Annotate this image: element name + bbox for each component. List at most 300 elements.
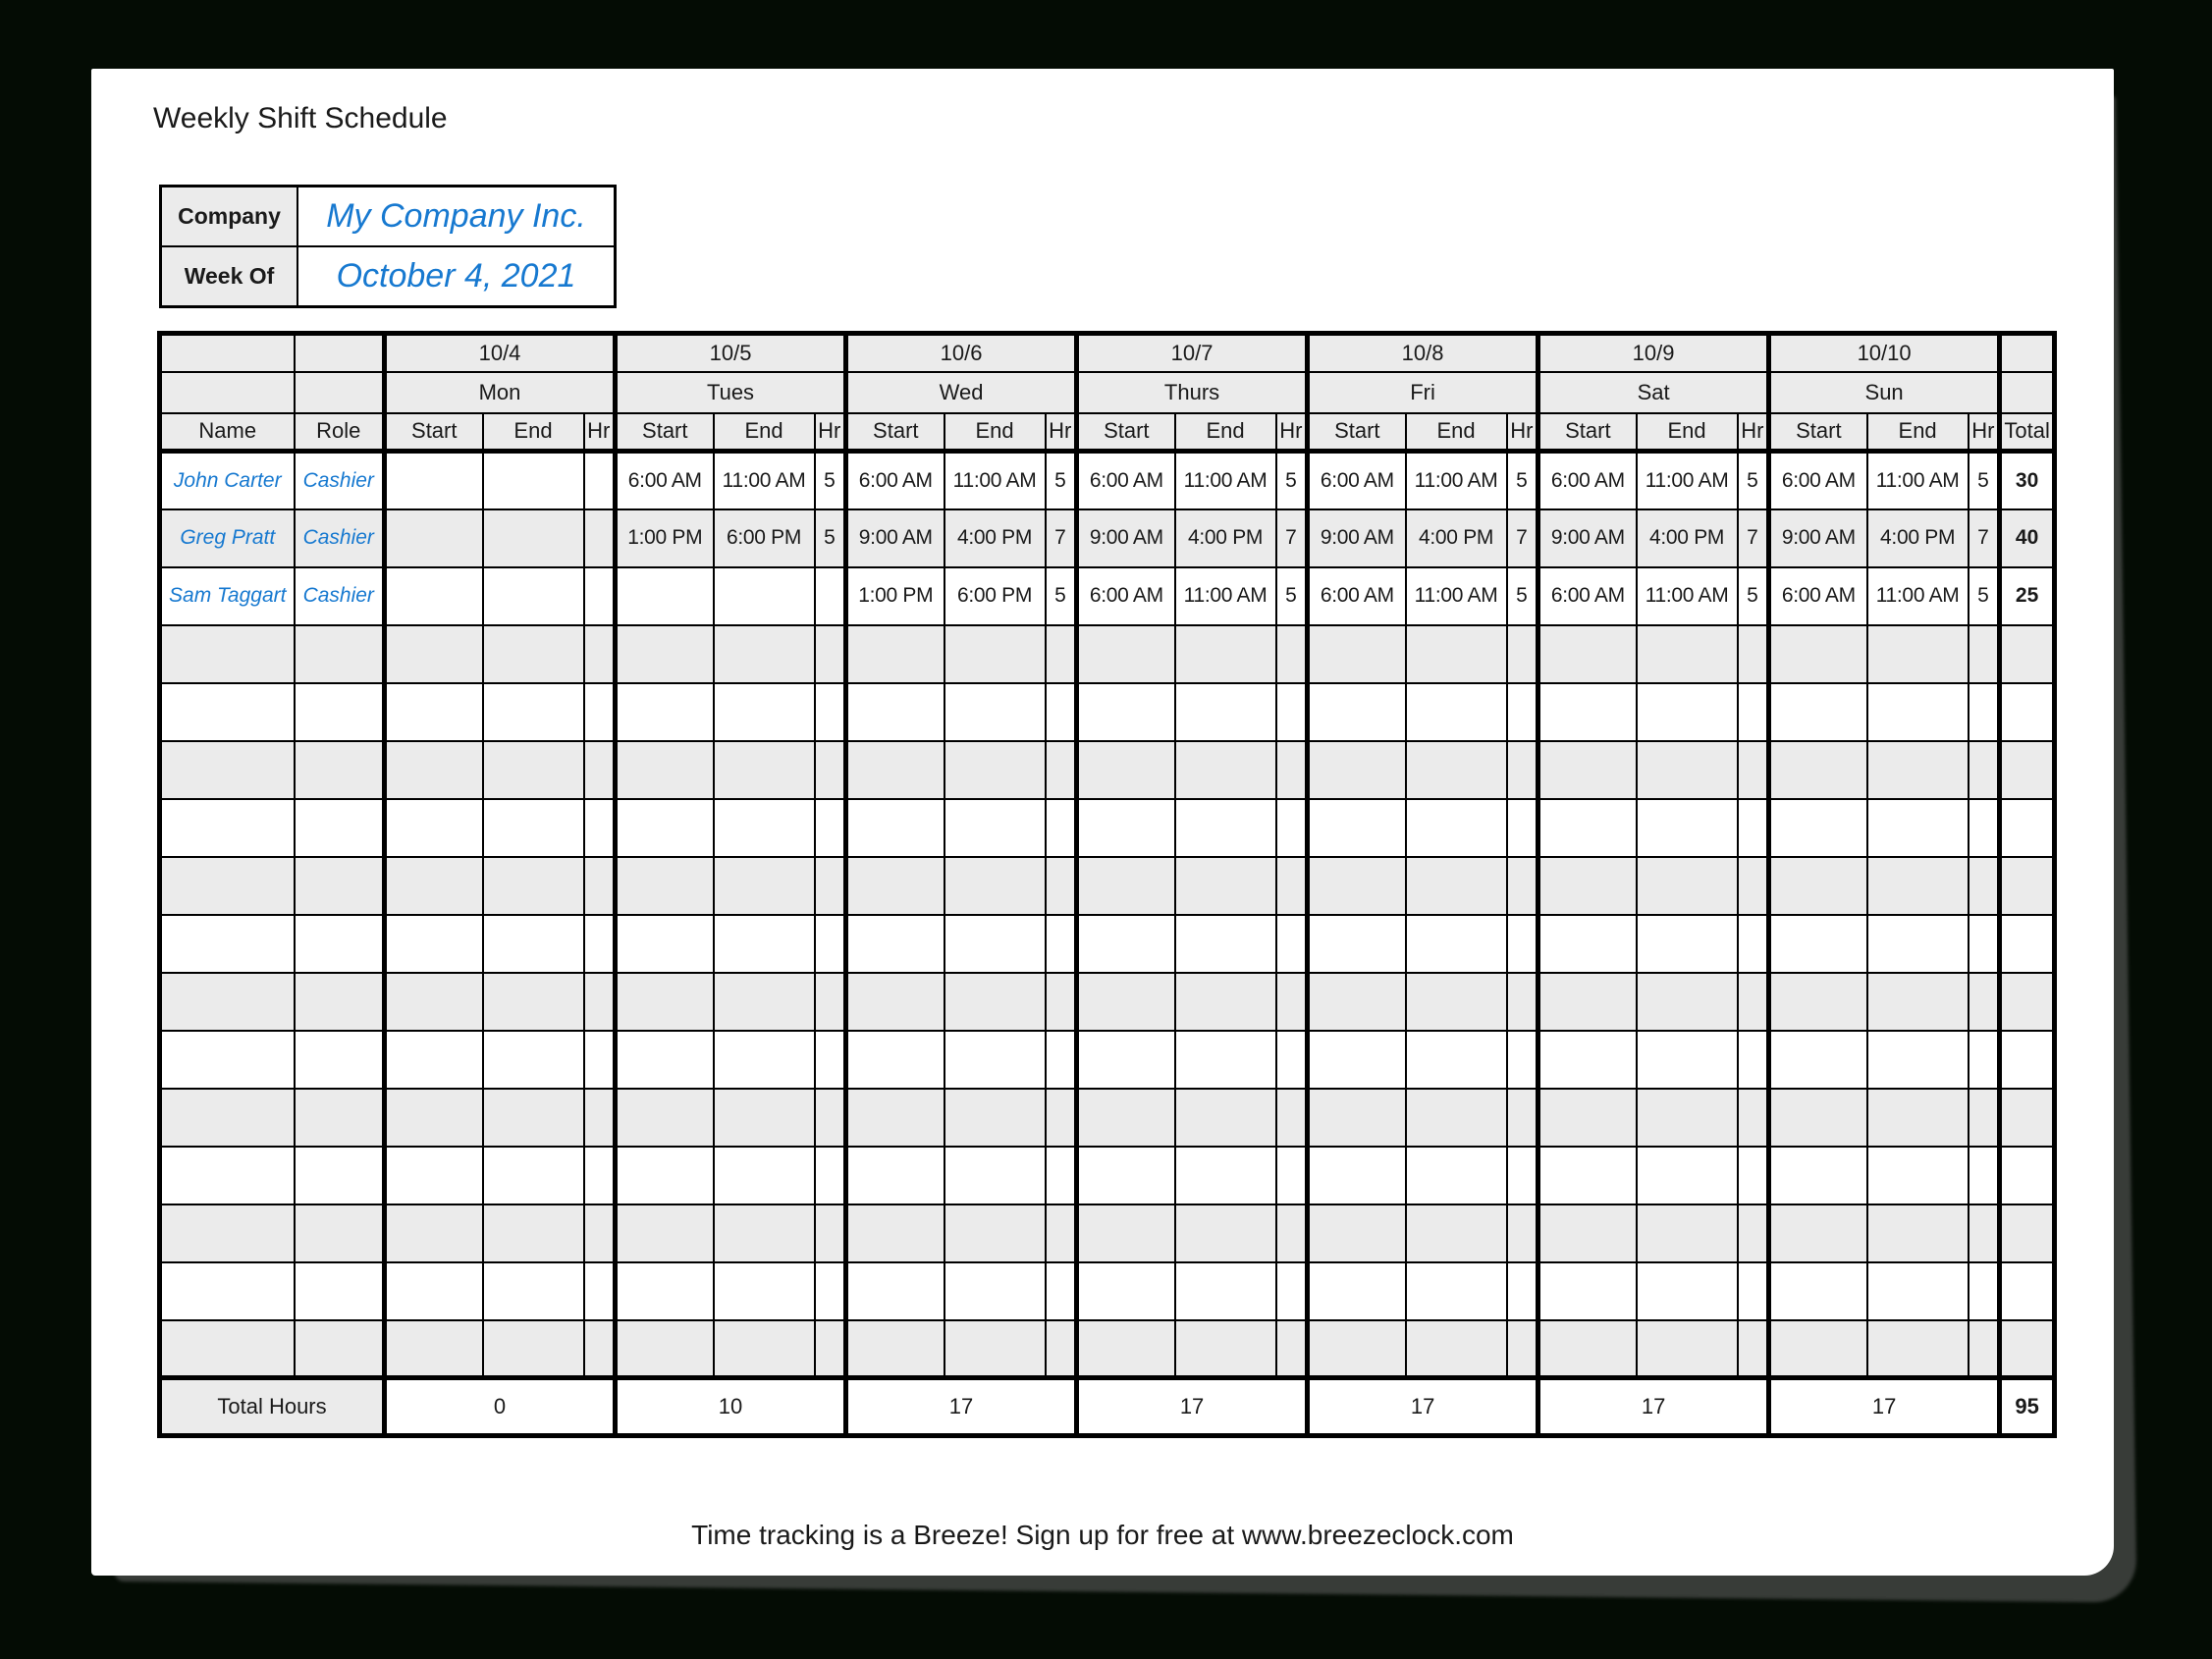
shift-start-cell xyxy=(616,1262,714,1320)
shift-end-cell xyxy=(483,683,584,741)
shift-hr-cell xyxy=(1046,683,1077,741)
shift-hr-cell xyxy=(1046,1262,1077,1320)
shift-start-cell xyxy=(1538,1089,1637,1147)
shift-start-cell xyxy=(1308,973,1406,1031)
shift-start-cell xyxy=(1308,1320,1406,1378)
shift-end-cell xyxy=(483,857,584,915)
shift-end-cell xyxy=(1175,1204,1276,1262)
table-row xyxy=(160,683,2055,741)
shift-start-cell xyxy=(1769,1089,1867,1147)
col-header-hr: Hr xyxy=(1046,413,1077,452)
shift-end-cell xyxy=(483,915,584,973)
company-value: My Company Inc. xyxy=(326,197,586,235)
shift-hr-cell xyxy=(815,857,846,915)
shift-end-cell xyxy=(944,973,1046,1031)
shift-start-cell xyxy=(385,973,483,1031)
shift-hr-cell: 5 xyxy=(1738,567,1769,625)
shift-hr-cell: 5 xyxy=(1507,567,1538,625)
shift-hr-cell xyxy=(1738,625,1769,683)
shift-end-cell xyxy=(944,1262,1046,1320)
shift-start-cell xyxy=(1769,1320,1867,1378)
shift-end-cell xyxy=(1637,799,1738,857)
shift-end-cell xyxy=(944,625,1046,683)
shift-hr-cell xyxy=(1507,1147,1538,1204)
employee-name-cell xyxy=(160,683,295,741)
shift-hr-cell xyxy=(815,1147,846,1204)
shift-start-cell: 6:00 AM xyxy=(1077,567,1175,625)
total-hours-label: Total Hours xyxy=(160,1378,385,1436)
shift-end-cell xyxy=(483,625,584,683)
shift-hr-cell xyxy=(1276,973,1308,1031)
shift-hr-cell: 5 xyxy=(815,509,846,567)
employee-name-cell xyxy=(160,915,295,973)
week-of-label: Week Of xyxy=(162,247,298,305)
corner-cell xyxy=(295,334,385,372)
shift-end-cell xyxy=(1406,1031,1507,1089)
col-header-start: Start xyxy=(1308,413,1406,452)
shift-end-cell: 6:00 PM xyxy=(714,509,815,567)
day-cell: Thurs xyxy=(1077,372,1308,413)
row-total-cell xyxy=(2000,857,2055,915)
shift-hr-cell xyxy=(815,1089,846,1147)
shift-start-cell xyxy=(1077,1320,1175,1378)
shift-end-cell xyxy=(1867,625,1969,683)
shift-start-cell xyxy=(1077,1204,1175,1262)
col-header-start: Start xyxy=(1538,413,1637,452)
shift-end-cell xyxy=(1406,1204,1507,1262)
date-cell: 10/8 xyxy=(1308,334,1538,372)
row-total-cell xyxy=(2000,1320,2055,1378)
shift-start-cell xyxy=(1538,915,1637,973)
shift-hr-cell xyxy=(1507,741,1538,799)
shift-end-cell: 11:00 AM xyxy=(1406,567,1507,625)
shift-end-cell xyxy=(1406,1320,1507,1378)
col-header-end: End xyxy=(714,413,815,452)
shift-hr-cell: 7 xyxy=(1738,509,1769,567)
shift-end-cell: 11:00 AM xyxy=(714,452,815,509)
shift-end-cell: 6:00 PM xyxy=(944,567,1046,625)
shift-hr-cell xyxy=(1969,625,2000,683)
shift-hr-cell xyxy=(815,915,846,973)
total-col-spacer xyxy=(2000,372,2055,413)
shift-start-cell xyxy=(616,683,714,741)
shift-end-cell xyxy=(1175,741,1276,799)
table-row xyxy=(160,1204,2055,1262)
table-row xyxy=(160,973,2055,1031)
shift-end-cell xyxy=(1637,1089,1738,1147)
shift-start-cell xyxy=(846,857,944,915)
shift-hr-cell xyxy=(1507,857,1538,915)
shift-end-cell xyxy=(1406,1262,1507,1320)
employee-role-cell xyxy=(295,1262,385,1320)
col-header-start: Start xyxy=(1077,413,1175,452)
shift-start-cell xyxy=(1077,1147,1175,1204)
shift-hr-cell xyxy=(1969,741,2000,799)
shift-start-cell xyxy=(846,1320,944,1378)
shift-end-cell xyxy=(1867,1031,1969,1089)
table-row xyxy=(160,1031,2055,1089)
shift-hr-cell xyxy=(1046,1031,1077,1089)
col-header-end: End xyxy=(1406,413,1507,452)
shift-hr-cell xyxy=(1046,1089,1077,1147)
shift-start-cell xyxy=(616,973,714,1031)
col-header-hr: Hr xyxy=(1507,413,1538,452)
shift-end-cell xyxy=(1175,1320,1276,1378)
shift-start-cell xyxy=(616,567,714,625)
shift-end-cell: 11:00 AM xyxy=(1637,567,1738,625)
shift-start-cell xyxy=(1769,973,1867,1031)
schedule-table xyxy=(157,331,2057,1438)
shift-hr-cell: 5 xyxy=(1507,452,1538,509)
shift-end-cell xyxy=(483,509,584,567)
shift-end-cell xyxy=(483,1320,584,1378)
shift-hr-cell: 5 xyxy=(1046,452,1077,509)
shift-start-cell xyxy=(385,1204,483,1262)
shift-end-cell xyxy=(714,683,815,741)
schedule-body xyxy=(160,334,2055,1436)
row-total-cell xyxy=(2000,1204,2055,1262)
shift-hr-cell xyxy=(1507,973,1538,1031)
shift-hr-cell xyxy=(815,567,846,625)
employee-name-cell xyxy=(160,1089,295,1147)
shift-start-cell xyxy=(846,683,944,741)
shift-hr-cell: 7 xyxy=(1969,509,2000,567)
col-header-name: Name xyxy=(160,413,295,452)
day-total-cell: 17 xyxy=(1769,1378,2000,1436)
shift-end-cell xyxy=(1406,857,1507,915)
shift-start-cell xyxy=(385,857,483,915)
shift-end-cell xyxy=(714,1262,815,1320)
shift-hr-cell xyxy=(1046,1147,1077,1204)
shift-start-cell: 6:00 AM xyxy=(1308,567,1406,625)
shift-end-cell xyxy=(1637,973,1738,1031)
shift-start-cell xyxy=(1769,1031,1867,1089)
shift-hr-cell xyxy=(1046,799,1077,857)
shift-hr-cell: 5 xyxy=(1969,567,2000,625)
shift-end-cell xyxy=(483,452,584,509)
shift-hr-cell: 5 xyxy=(1738,452,1769,509)
day-cell: Sat xyxy=(1538,372,1769,413)
row-total-cell xyxy=(2000,1262,2055,1320)
shift-start-cell xyxy=(385,509,483,567)
col-header-start: Start xyxy=(846,413,944,452)
shift-start-cell xyxy=(1538,1204,1637,1262)
shift-end-cell xyxy=(1406,683,1507,741)
shift-hr-cell: 5 xyxy=(1276,452,1308,509)
shift-hr-cell xyxy=(1738,799,1769,857)
shift-hr-cell xyxy=(1507,1031,1538,1089)
shift-hr-cell xyxy=(1969,1089,2000,1147)
shift-start-cell xyxy=(1308,625,1406,683)
shift-start-cell xyxy=(1077,973,1175,1031)
date-cell: 10/10 xyxy=(1769,334,2000,372)
shift-end-cell xyxy=(1867,741,1969,799)
shift-hr-cell xyxy=(815,625,846,683)
shift-start-cell xyxy=(846,1031,944,1089)
day-cell: Mon xyxy=(385,372,616,413)
col-header-hr: Hr xyxy=(1738,413,1769,452)
shift-start-cell xyxy=(1769,741,1867,799)
shift-hr-cell: 7 xyxy=(1276,509,1308,567)
shift-end-cell xyxy=(1406,799,1507,857)
shift-start-cell xyxy=(1538,1320,1637,1378)
employee-name-cell xyxy=(160,1262,295,1320)
shift-start-cell: 6:00 AM xyxy=(1538,567,1637,625)
shift-start-cell: 6:00 AM xyxy=(1077,452,1175,509)
row-total-cell xyxy=(2000,625,2055,683)
shift-start-cell xyxy=(1538,799,1637,857)
shift-hr-cell xyxy=(1969,857,2000,915)
shift-hr-cell xyxy=(584,1031,616,1089)
shift-start-cell xyxy=(1769,1262,1867,1320)
corner-cell xyxy=(160,372,295,413)
shift-start-cell xyxy=(846,1089,944,1147)
shift-end-cell xyxy=(714,915,815,973)
shift-end-cell xyxy=(714,1089,815,1147)
shift-end-cell xyxy=(714,1320,815,1378)
shift-start-cell xyxy=(1077,1262,1175,1320)
shift-hr-cell xyxy=(584,683,616,741)
shift-hr-cell xyxy=(1046,915,1077,973)
col-header-end: End xyxy=(1867,413,1969,452)
shift-end-cell xyxy=(1637,1147,1738,1204)
table-row xyxy=(160,857,2055,915)
shift-hr-cell xyxy=(1507,1204,1538,1262)
shift-hr-cell xyxy=(1507,915,1538,973)
shift-start-cell xyxy=(385,915,483,973)
shift-hr-cell xyxy=(1276,683,1308,741)
date-cell: 10/6 xyxy=(846,334,1077,372)
shift-start-cell: 6:00 AM xyxy=(1769,567,1867,625)
shift-end-cell xyxy=(944,741,1046,799)
shift-start-cell: 6:00 AM xyxy=(616,452,714,509)
week-of-value: October 4, 2021 xyxy=(336,257,576,294)
shift-hr-cell xyxy=(1276,857,1308,915)
shift-hr-cell xyxy=(1507,625,1538,683)
col-header-total: Total xyxy=(2000,413,2055,452)
shift-end-cell xyxy=(483,741,584,799)
shift-start-cell xyxy=(1308,1204,1406,1262)
shift-start-cell xyxy=(1077,1089,1175,1147)
shift-end-cell xyxy=(714,973,815,1031)
shift-hr-cell xyxy=(1507,1089,1538,1147)
shift-start-cell xyxy=(1769,683,1867,741)
employee-name-cell xyxy=(160,1204,295,1262)
shift-hr-cell xyxy=(1276,741,1308,799)
shift-start-cell xyxy=(846,1204,944,1262)
shift-hr-cell xyxy=(1969,1262,2000,1320)
employee-role-cell: Cashier xyxy=(295,509,385,567)
shift-end-cell xyxy=(1637,1320,1738,1378)
col-header-end: End xyxy=(483,413,584,452)
shift-end-cell xyxy=(1406,1089,1507,1147)
page-title: Weekly Shift Schedule xyxy=(153,102,448,134)
shift-end-cell xyxy=(483,799,584,857)
shift-start-cell: 9:00 AM xyxy=(1077,509,1175,567)
shift-start-cell xyxy=(1308,1089,1406,1147)
col-header-hr: Hr xyxy=(1276,413,1308,452)
info-block xyxy=(159,185,617,308)
row-total-cell xyxy=(2000,915,2055,973)
table-row xyxy=(160,1262,2055,1320)
day-total-cell: 17 xyxy=(1077,1378,1308,1436)
shift-end-cell: 4:00 PM xyxy=(1867,509,1969,567)
shift-end-cell xyxy=(483,1262,584,1320)
shift-hr-cell xyxy=(1969,973,2000,1031)
shift-end-cell xyxy=(1637,1262,1738,1320)
day-total-cell: 10 xyxy=(616,1378,846,1436)
corner-cell xyxy=(295,372,385,413)
shift-end-cell xyxy=(944,1147,1046,1204)
shift-start-cell xyxy=(385,452,483,509)
shift-hr-cell xyxy=(1276,1089,1308,1147)
shift-start-cell xyxy=(616,625,714,683)
shift-end-cell xyxy=(944,1204,1046,1262)
shift-hr-cell xyxy=(815,799,846,857)
day-total-cell: 17 xyxy=(1308,1378,1538,1436)
shift-end-cell xyxy=(1175,857,1276,915)
shift-end-cell xyxy=(944,683,1046,741)
shift-hr-cell xyxy=(584,1147,616,1204)
date-cell: 10/7 xyxy=(1077,334,1308,372)
shift-start-cell xyxy=(1769,1204,1867,1262)
shift-start-cell xyxy=(616,857,714,915)
week-of-row xyxy=(162,245,614,305)
shift-start-cell xyxy=(385,625,483,683)
shift-hr-cell xyxy=(1046,973,1077,1031)
shift-end-cell xyxy=(714,567,815,625)
shift-start-cell xyxy=(616,1320,714,1378)
shift-start-cell xyxy=(385,1031,483,1089)
row-total-cell xyxy=(2000,1147,2055,1204)
shift-end-cell xyxy=(714,625,815,683)
shift-end-cell xyxy=(483,567,584,625)
shift-start-cell xyxy=(1769,625,1867,683)
shift-end-cell xyxy=(483,1031,584,1089)
shift-hr-cell xyxy=(584,799,616,857)
table-row xyxy=(160,799,2055,857)
row-total-cell: 40 xyxy=(2000,509,2055,567)
shift-hr-cell xyxy=(1969,915,2000,973)
row-total-cell xyxy=(2000,799,2055,857)
shift-hr-cell xyxy=(584,1262,616,1320)
shift-end-cell xyxy=(1406,1147,1507,1204)
shift-end-cell xyxy=(714,1147,815,1204)
shift-start-cell xyxy=(616,915,714,973)
shift-end-cell xyxy=(1406,741,1507,799)
day-cell: Sun xyxy=(1769,372,2000,413)
shift-end-cell xyxy=(714,1031,815,1089)
shift-hr-cell xyxy=(815,1031,846,1089)
shift-start-cell xyxy=(1769,1147,1867,1204)
shift-start-cell xyxy=(846,1147,944,1204)
shift-end-cell xyxy=(1406,625,1507,683)
employee-name-cell xyxy=(160,857,295,915)
shift-end-cell xyxy=(1867,683,1969,741)
page xyxy=(91,69,2114,1576)
shift-end-cell xyxy=(1867,857,1969,915)
shift-hr-cell xyxy=(1738,1262,1769,1320)
employee-role-cell xyxy=(295,1204,385,1262)
shift-hr-cell xyxy=(815,741,846,799)
shift-end-cell xyxy=(1175,683,1276,741)
shift-hr-cell xyxy=(1507,1320,1538,1378)
shift-start-cell xyxy=(385,683,483,741)
shift-hr-cell xyxy=(584,452,616,509)
shift-end-cell xyxy=(1175,915,1276,973)
shift-hr-cell xyxy=(1738,1089,1769,1147)
shift-hr-cell xyxy=(584,625,616,683)
shift-start-cell xyxy=(1769,857,1867,915)
shift-hr-cell xyxy=(1276,1320,1308,1378)
col-header-start: Start xyxy=(1769,413,1867,452)
day-cell: Wed xyxy=(846,372,1077,413)
shift-start-cell: 6:00 AM xyxy=(1769,452,1867,509)
shift-start-cell xyxy=(385,1147,483,1204)
date-cell: 10/4 xyxy=(385,334,616,372)
company-label: Company xyxy=(162,187,298,245)
shift-end-cell xyxy=(1637,1204,1738,1262)
employee-role-cell xyxy=(295,683,385,741)
shift-hr-cell xyxy=(1738,857,1769,915)
shift-hr-cell: 7 xyxy=(1046,509,1077,567)
shift-hr-cell xyxy=(584,509,616,567)
row-total-cell: 25 xyxy=(2000,567,2055,625)
shift-start-cell xyxy=(385,567,483,625)
row-total-cell xyxy=(2000,683,2055,741)
shift-end-cell xyxy=(1867,799,1969,857)
shift-start-cell xyxy=(846,1262,944,1320)
shift-end-cell: 4:00 PM xyxy=(1406,509,1507,567)
shift-hr-cell xyxy=(584,915,616,973)
shift-start-cell xyxy=(616,1147,714,1204)
shift-end-cell xyxy=(1406,915,1507,973)
employee-role-cell xyxy=(295,799,385,857)
shift-start-cell xyxy=(616,1204,714,1262)
shift-hr-cell xyxy=(1738,1147,1769,1204)
shift-end-cell xyxy=(1867,1204,1969,1262)
table-row xyxy=(160,567,2055,625)
shift-end-cell xyxy=(483,1089,584,1147)
shift-start-cell xyxy=(1308,683,1406,741)
shift-hr-cell xyxy=(1969,683,2000,741)
shift-start-cell xyxy=(1077,625,1175,683)
shift-end-cell xyxy=(944,857,1046,915)
shift-start-cell xyxy=(1769,799,1867,857)
shift-end-cell: 11:00 AM xyxy=(944,452,1046,509)
shift-start-cell xyxy=(1308,915,1406,973)
day-cell: Fri xyxy=(1308,372,1538,413)
shift-end-cell xyxy=(1175,799,1276,857)
employee-role-cell: Cashier xyxy=(295,452,385,509)
shift-hr-cell xyxy=(1046,741,1077,799)
date-cell: 10/5 xyxy=(616,334,846,372)
shift-hr-cell xyxy=(584,973,616,1031)
shift-start-cell: 9:00 AM xyxy=(1769,509,1867,567)
row-total-cell xyxy=(2000,1089,2055,1147)
shift-end-cell: 11:00 AM xyxy=(1175,452,1276,509)
shift-end-cell xyxy=(1175,1089,1276,1147)
shift-start-cell xyxy=(1308,799,1406,857)
employee-role-cell xyxy=(295,1089,385,1147)
shift-hr-cell xyxy=(1969,1147,2000,1204)
row-total-cell xyxy=(2000,1031,2055,1089)
col-header-start: Start xyxy=(385,413,483,452)
table-row xyxy=(160,1320,2055,1378)
employee-name-cell xyxy=(160,799,295,857)
shift-hr-cell xyxy=(584,1089,616,1147)
shift-hr-cell xyxy=(815,1320,846,1378)
